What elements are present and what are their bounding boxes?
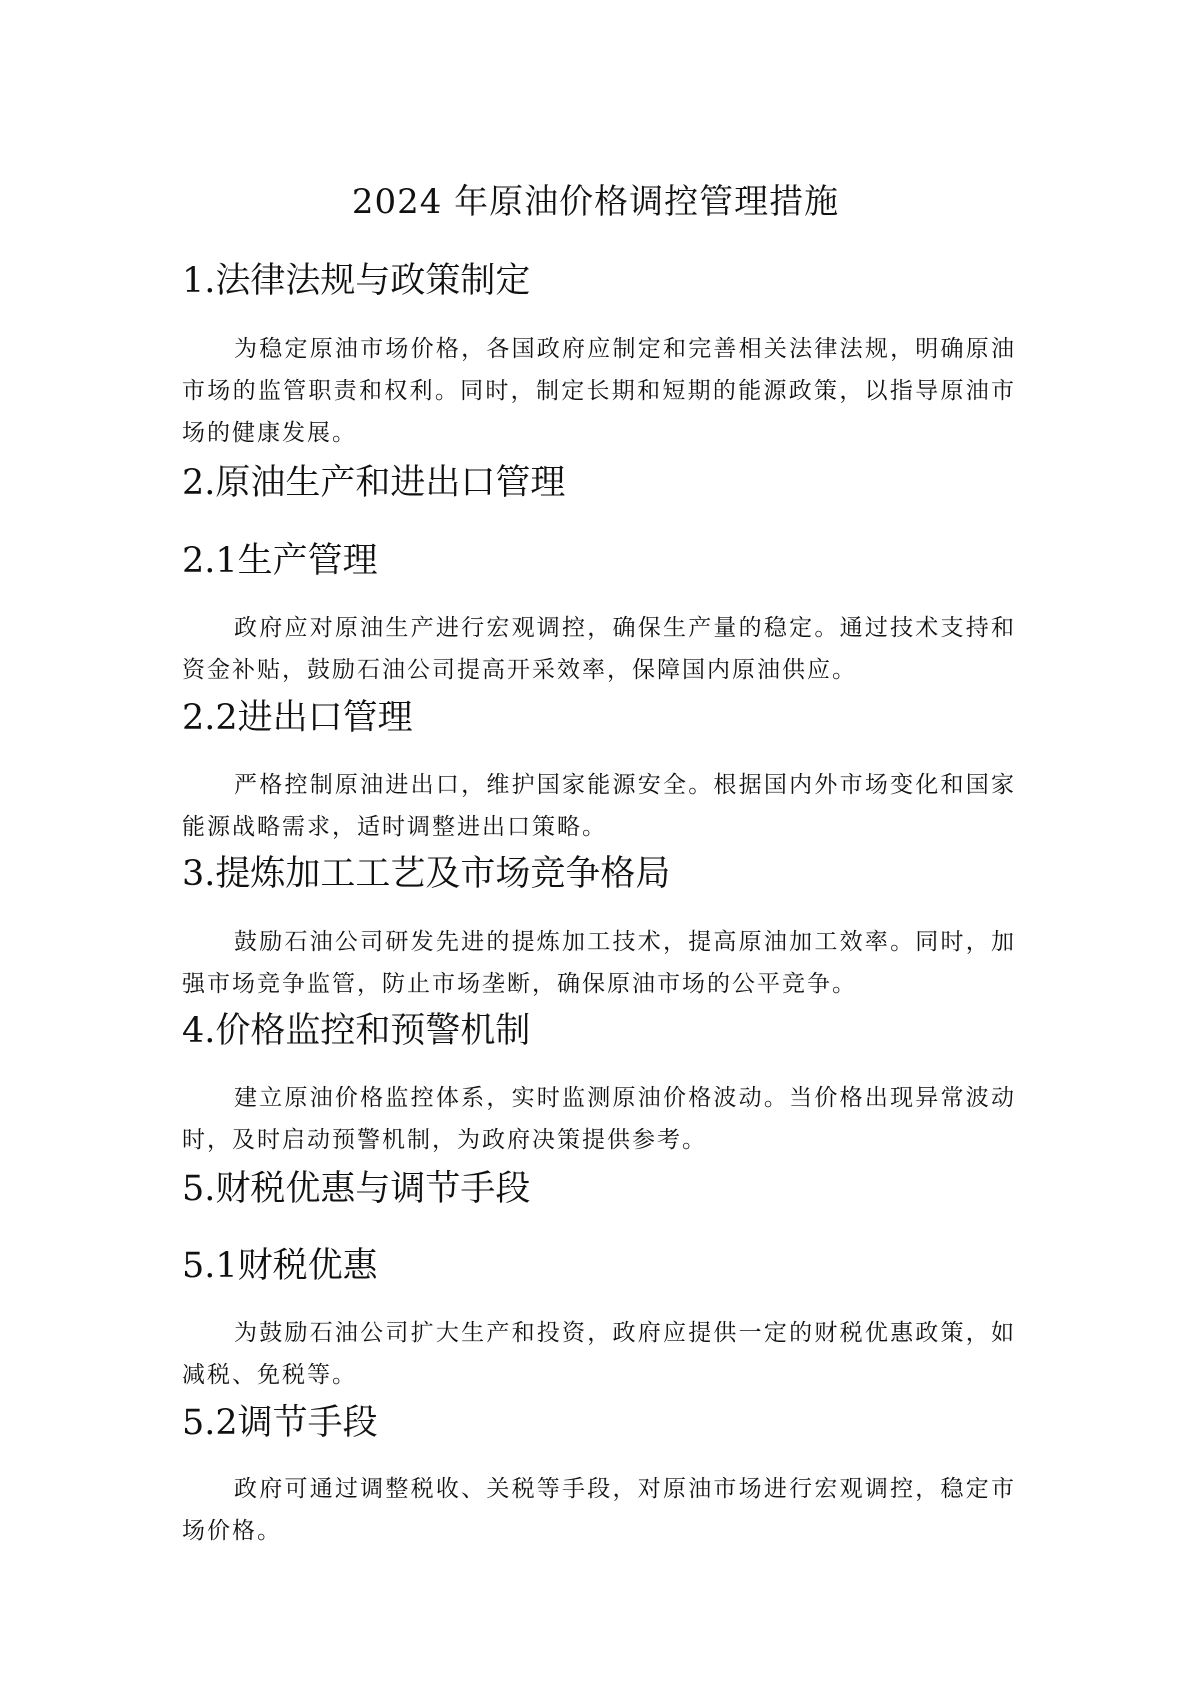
paragraph-4: 建立原油价格监控体系，实时监测原油价格波动。当价格出现异常波动时，及时启动预警机制，为政府决策提供参考。 xyxy=(182,1085,1016,1153)
heading-1: 1.法律法规与政策制定 xyxy=(182,261,531,301)
heading-2: 2.原油生产和进出口管理 xyxy=(182,463,566,503)
document-title: 2024 年原油价格调控管理措施 xyxy=(351,182,840,222)
heading-4: 4.价格监控和预警机制 xyxy=(182,1011,531,1051)
heading-3: 3.提炼加工工艺及市场竞争格局 xyxy=(182,854,671,894)
paragraph-3: 鼓励石油公司研发先进的提炼加工技术，提高原油加工效率。同时，加强市场竞争监管，防止市场垄断，确保原油市场的公平竞争。 xyxy=(182,929,1016,997)
paragraph-1: 为稳定原油市场价格，各国政府应制定和完善相关法律法规，明确原油市场的监管职责和权利。同时，制定长期和短期的能源政策，以指导原油市场的健康发展。 xyxy=(182,336,1016,446)
paragraph-2-2: 严格控制原油进出口，维护国家能源安全。根据国内外市场变化和国家能源战略需求，适时调整进出口策略。 xyxy=(182,772,1016,840)
heading-2-2: 2.2进出口管理 xyxy=(182,698,413,738)
heading-2-1: 2.1生产管理 xyxy=(182,541,378,581)
heading-5-2: 5.2调节手段 xyxy=(182,1403,378,1443)
heading-5-1: 5.1财税优惠 xyxy=(182,1246,378,1286)
heading-5: 5.财税优惠与调节手段 xyxy=(182,1169,531,1209)
paragraph-5-2: 政府可通过调整税收、关税等手段，对原油市场进行宏观调控，稳定市场价格。 xyxy=(182,1476,1016,1544)
paragraph-2-1: 政府应对原油生产进行宏观调控，确保生产量的稳定。通过技术支持和资金补贴，鼓励石油公司提高开采效率，保障国内原油供应。 xyxy=(182,615,1016,683)
paragraph-5-1: 为鼓励石油公司扩大生产和投资，政府应提供一定的财税优惠政策，如减税、免税等。 xyxy=(182,1320,1016,1388)
